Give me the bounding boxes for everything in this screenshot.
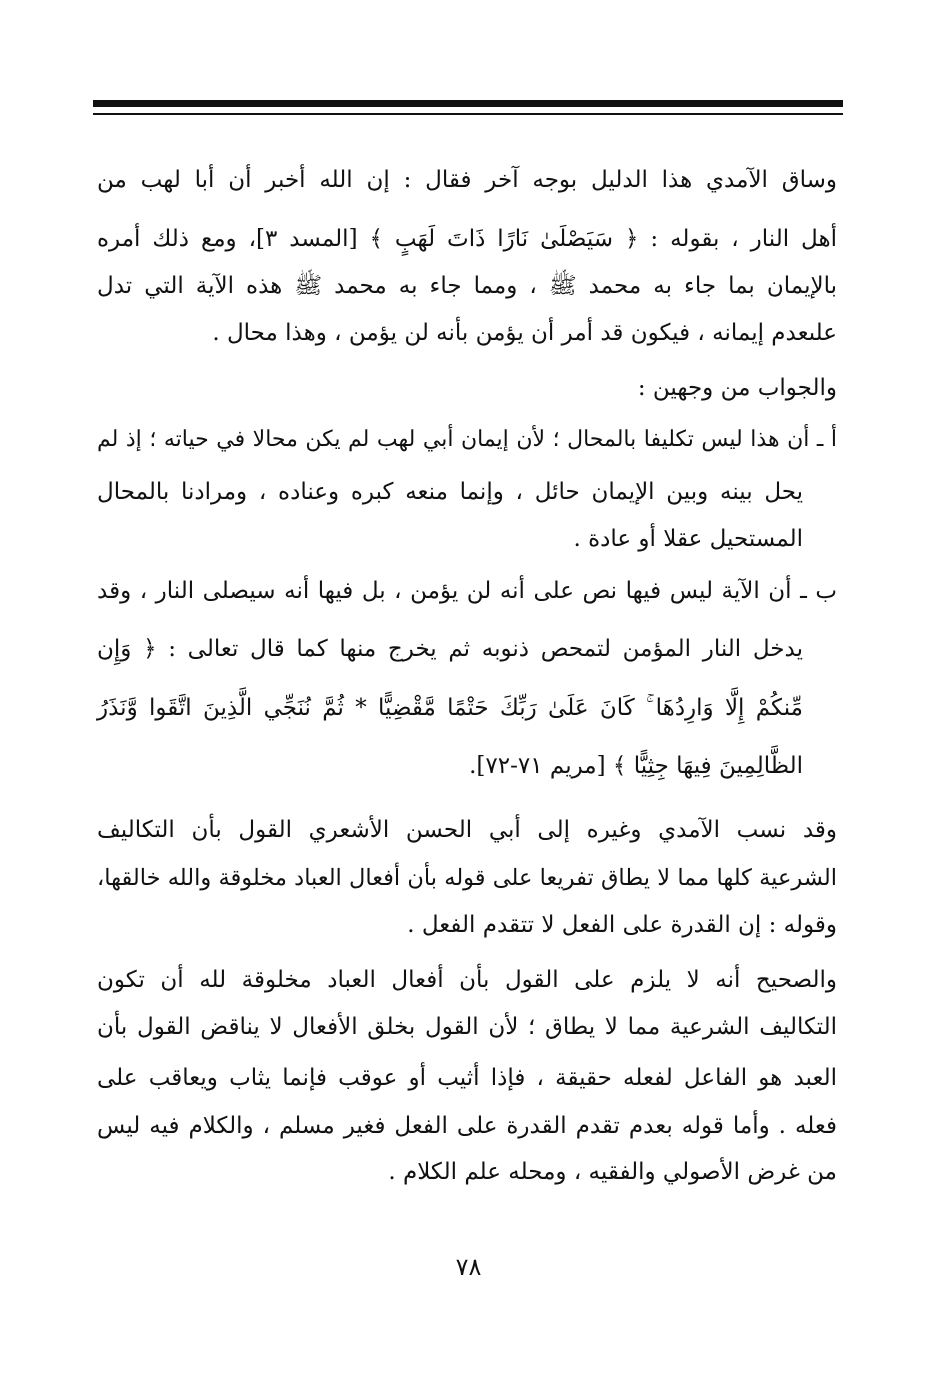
text-line: أ ـ أن هذا ليس تكليفا بالمحال ؛ لأن إيمان أبي لهب لم يكن محالا في حياته ؛ إذ لم — [97, 427, 837, 452]
text-line: من غرض الأصولي والفقيه ، ومحله علم الكلام . — [388, 1159, 837, 1185]
text-line: وقد نسب الآمدي وغيره إلى أبي الحسن الأشعري القول بأن التكاليف — [97, 817, 837, 843]
text-line: بالإيمان بما جاء به محمد ﷺ ، ومما جاء به محمد ﷺ هذه الآية التي تدل — [97, 273, 837, 299]
text-line: والصحيح أنه لا يلزم على القول بأن أفعال العباد مخلوقة لله أن تكون — [97, 967, 837, 993]
text-line: يحل بينه وبين الإيمان حائل ، وإنما منعه كبره وعناده ، ومرادنا بالمحال — [97, 479, 803, 505]
text-line: أهل النار ، بقوله : ﴿ سَيَصْلَىٰ نَارًا ذَاتَ لَهَبٍ ﴾ [المسد ٣]، ومع ذلك أمره — [97, 226, 837, 252]
text-line: المستحيل عقلا أو عادة . — [573, 526, 803, 552]
text-line: والجواب من وجهين : — [637, 375, 837, 401]
page-number: ٧٨ — [455, 1253, 482, 1281]
text-line: فعله . وأما قوله بعدم تقدم القدرة على الفعل فغير مسلم ، والكلام فيه ليس — [97, 1113, 837, 1139]
text-line: التكاليف الشرعية مما لا يطاق ؛ لأن القول بخلق الأفعال لا يناقض القول بأن — [97, 1014, 837, 1040]
text-line: الشرعية كلها مما لا يطاق تفريعا على قوله بأن أفعال العباد مخلوقة والله خالقها، — [97, 865, 837, 891]
text-line: العبد هو الفاعل لفعله حقيقة ، فإذا أثيب أو عوقب فإنما يثاب ويعاقب على — [97, 1065, 837, 1091]
text-line: ب ـ أن الآية ليس فيها نص على أنه لن يؤمن ، بل فيها أنه سيصلى النار ، وقد — [97, 578, 837, 604]
text-line: يدخل النار المؤمن لتمحص ذنوبه ثم يخرج منها كما قال تعالى : ﴿ وَإِن — [97, 636, 803, 662]
header-rule-thick — [93, 100, 843, 107]
text-line: وساق الآمدي هذا الدليل بوجه آخر فقال : إن الله أخبر أن أبا لهب من — [97, 167, 837, 193]
text-line: وقوله : إن القدرة على الفعل لا تتقدم الفعل . — [407, 912, 837, 938]
quran-verse-line: مِّنكُمْ إِلَّا وَارِدُهَا ۚ كَانَ عَلَىٰ رَبِّكَ حَتْمًا مَّقْضِيًّا * ثُمَّ نُنَجِّي الَّذِينَ اتَّقَوا وَّنَذَرُ — [97, 695, 803, 721]
text-line: علىعدم إيمانه ، فيكون قد أمر أن يؤمن بأنه لن يؤمن ، وهذا محال . — [212, 320, 837, 346]
header-rule-thin — [93, 113, 843, 115]
quran-verse-line: الظَّالِمِينَ فِيهَا جِثِيًّا ﴾ [مريم ٧١-٧٢]. — [469, 753, 803, 779]
